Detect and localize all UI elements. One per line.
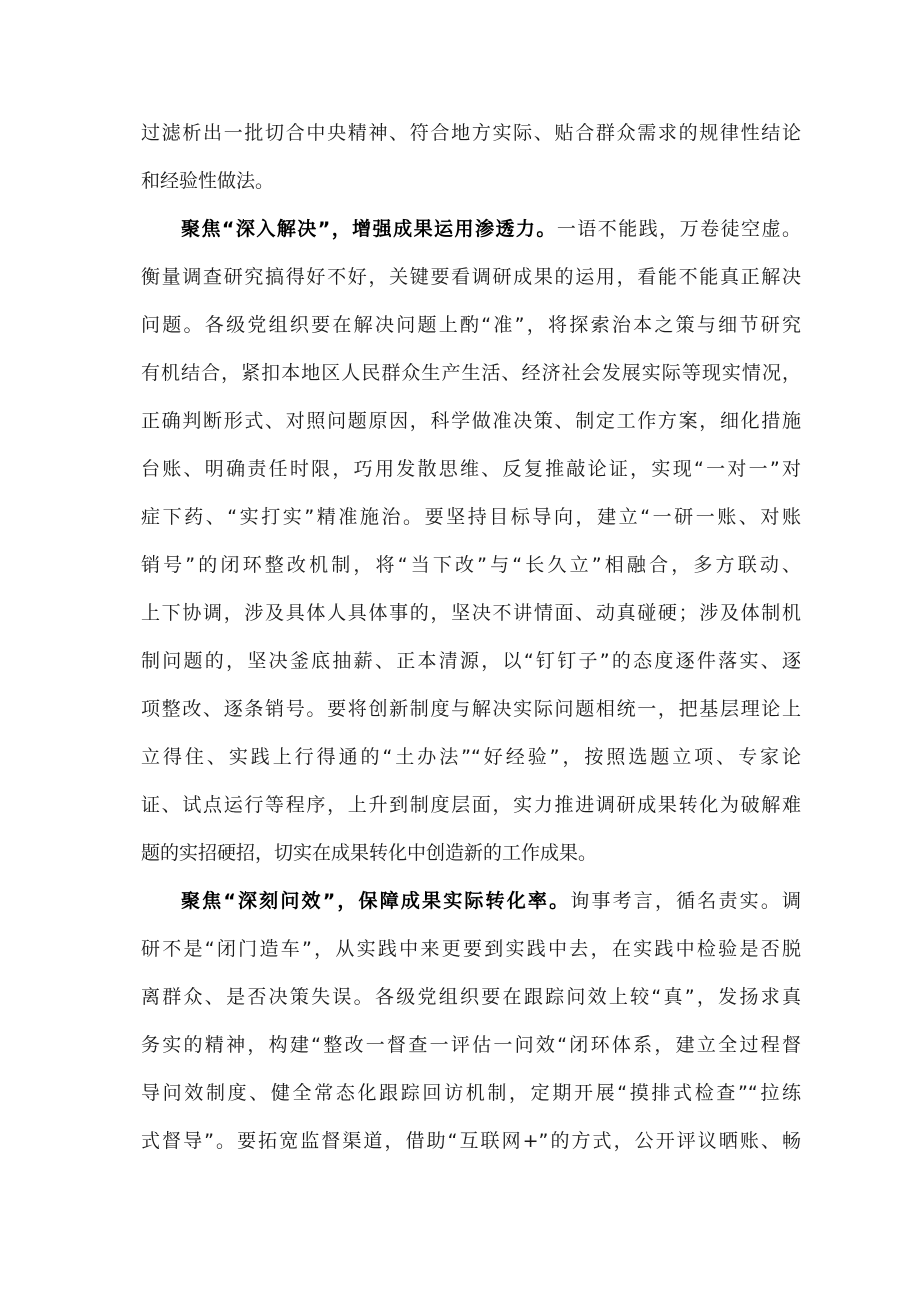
- text-line: 离群众、是否决策失误。各级党组织要在跟踪问效上较“真”，发扬求真: [141, 986, 801, 1008]
- text-line: 过滤析出一批切合中央精神、符合地方实际、贴合群众需求的规律性结论: [141, 122, 801, 144]
- paragraph-first-line: [181, 215, 801, 243]
- text-line: 导问效制度、健全常态化跟踪回访机制，定期开展“摸排式检查”“拉练: [141, 1082, 801, 1104]
- text-line: 式督导”。要拓宽监督渠道，借助“互联网+”的方式，公开评议晒账、畅: [141, 1130, 801, 1152]
- text-line: 销号”的闭环整改机制，将“当下改”与“长久立”相融合，多方联动、: [141, 554, 801, 576]
- text-line: 上下协调，涉及具体人具体事的，坚决不讲情面、动真碰硬；涉及体制机: [141, 602, 801, 624]
- paragraph-heading: 聚焦“深刻问效”，保障成果实际转化率。: [181, 890, 571, 912]
- text-line: 证、试点运行等程序，上升到制度层面，实力推进调研成果转化为破解难: [141, 794, 801, 816]
- text-line: 务实的精神，构建“整改一督查一评估一问效“闭环体系，建立全过程督: [141, 1034, 801, 1056]
- text-line: 衡量调查研究搞得好不好，关键要看调研成果的运用，看能不能真正解决: [141, 266, 801, 288]
- text-line: 正确判断形式、对照问题原因，科学做准决策、制定工作方案，细化措施: [141, 410, 801, 432]
- text-line: 项整改、逐条销号。要将创新制度与解决实际问题相统一，把基层理论上: [141, 698, 801, 720]
- text-line: 问题。各级党组织要在解决问题上酌“准”，将探索治本之策与细节研究: [141, 314, 801, 336]
- text-line: 题的实招硬招，切实在成果转化中创造新的工作成果。: [141, 842, 598, 864]
- text-line: 和经验性做法。: [141, 170, 275, 192]
- text-line: 台账、明确责任时限，巧用发散思维、反复推敲论证，实现“一对一”对: [141, 458, 801, 480]
- text-span: 询事考言，循名责实。调: [570, 890, 801, 912]
- paragraph-first-line: [181, 887, 801, 915]
- text-line: 有机结合，紧扣本地区人民群众生产生活、经济社会发展实际等现实情况，: [141, 362, 801, 384]
- text-line: 制问题的，坚决釜底抽薪、正本清源，以“钉钉子”的态度逐件落实、逐: [141, 650, 801, 672]
- text-line: 立得住、实践上行得通的“土办法”“好经验”，按照选题立项、专家论: [141, 746, 801, 768]
- text-line: 症下药、“实打实”精准施治。要坚持目标导向，建立“一研一账、对账: [141, 506, 801, 528]
- paragraph-heading: 聚焦“深入解决”，增强成果运用渗透力。: [181, 218, 557, 240]
- text-span: 一语不能践，万卷徒空虚。: [556, 218, 801, 240]
- text-line: 研不是“闭门造车”，从实践中来更要到实践中去，在实践中检验是否脱: [141, 938, 801, 960]
